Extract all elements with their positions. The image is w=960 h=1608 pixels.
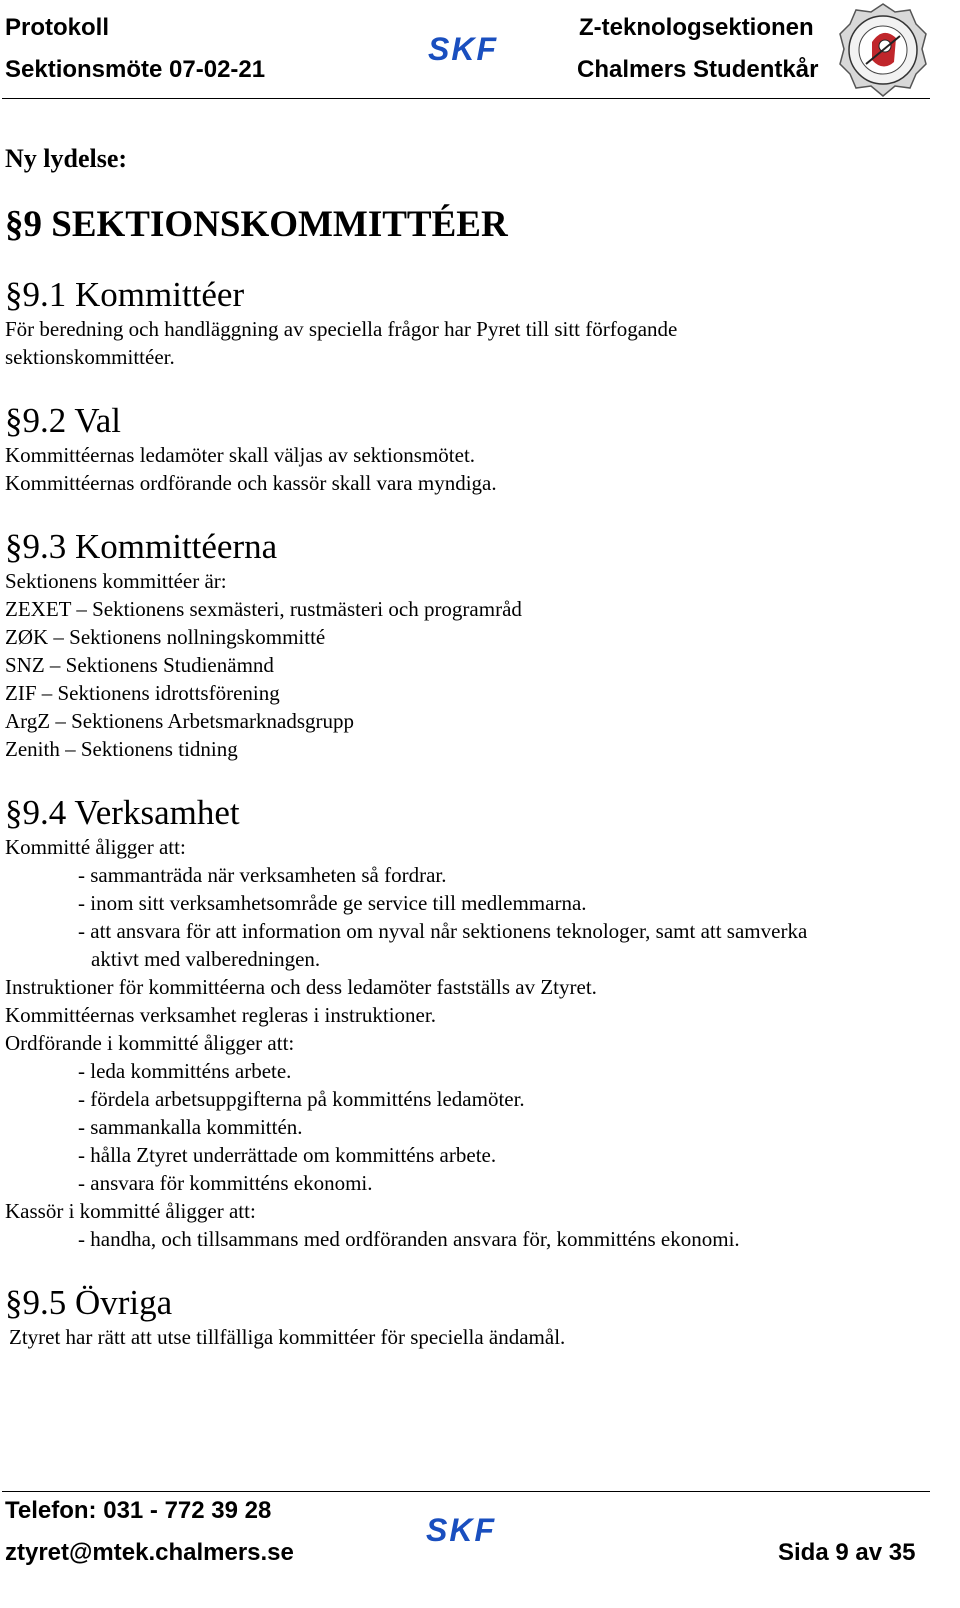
chair-duty-item: - sammankalla kommittén.: [78, 1115, 303, 1139]
duty-item-continued: aktivt med valberedningen.: [91, 947, 321, 971]
committee-list-item: ZØK – Sektionens nollningskommitté: [5, 625, 326, 649]
committee-list-item: SNZ – Sektionens Studienämnd: [5, 653, 274, 677]
chair-duties-intro: Ordförande i kommitté åligger att:: [5, 1031, 295, 1055]
section-9-3-title: §9.3 Kommittéerna: [5, 527, 278, 566]
section-9-5-line: Ztyret har rätt att utse tillfälliga kommittéer för speciella ändamål.: [9, 1325, 566, 1349]
section-9-1-line: sektionskommittéer.: [5, 345, 175, 369]
skf-logo-header: [410, 34, 516, 64]
header-section-name: Z-teknologsektionen: [579, 14, 814, 41]
section-9-2-line: Kommittéernas ordförande och kassör skall vara myndiga.: [5, 471, 497, 495]
footer-email-link[interactable]: ztyret@mtek.chalmers.se: [5, 1539, 294, 1566]
committee-list-item: ZIF – Sektionens idrottsförening: [5, 681, 280, 705]
skf-logo-text: SKF: [428, 34, 498, 64]
section-9-5-title: §9.5 Övriga: [5, 1283, 173, 1322]
committee-list-item: ArgZ – Sektionens Arbetsmarknadsgrupp: [5, 709, 354, 733]
chair-duty-item: - hålla Ztyret underrättade om kommitténs arbete.: [78, 1143, 497, 1167]
committee-list-item: Zenith – Sektionens tidning: [5, 737, 238, 761]
skf-logo-footer: [408, 1515, 514, 1545]
header-meeting-date: Sektionsmöte 07-02-21: [5, 56, 266, 83]
treasurer-duty-item: - handha, och tillsammans med ordföranden ansvara för, kommitténs ekonomi.: [78, 1227, 740, 1251]
chair-duty-item: - ansvara för kommitténs ekonomi.: [78, 1171, 373, 1195]
header-divider: [2, 98, 930, 99]
section-9-2-title: §9.2 Val: [5, 401, 122, 440]
committee-list-item: ZEXET – Sektionens sexmästeri, rustmästeri och programråd: [5, 597, 522, 621]
duty-item: - att ansvara för att information om nyval når sektionens teknologer, samt att samverka: [78, 919, 808, 943]
section-9-2-line: Kommittéernas ledamöter skall väljas av sektionsmötet.: [5, 443, 476, 467]
committee-list-intro: Sektionens kommittéer är:: [5, 569, 227, 593]
skf-logo-text: SKF: [426, 1515, 496, 1545]
section-emblem-icon: [838, 2, 928, 98]
instructions-line: Kommittéernas verksamhet regleras i instruktioner.: [5, 1003, 436, 1027]
section-9-4-title: §9.4 Verksamhet: [5, 793, 240, 832]
duty-item: - inom sitt verksamhetsområde ge service till medlemmarna.: [78, 891, 587, 915]
chapter-title: §9 SEKTIONSKOMMITTÉER: [5, 204, 508, 245]
section-9-1-title: §9.1 Kommittéer: [5, 275, 245, 314]
chair-duty-item: - fördela arbetsuppgifterna på kommitténs ledamöter.: [78, 1087, 525, 1111]
footer-page-number: Sida 9 av 35: [778, 1539, 916, 1566]
section-9-1-line: För beredning och handläggning av speciella frågor har Pyret till sitt förfogande: [5, 317, 678, 341]
footer-divider: [2, 1491, 930, 1492]
footer-phone: Telefon: 031 - 772 39 28: [5, 1497, 272, 1524]
chair-duty-item: - leda kommitténs arbete.: [78, 1059, 292, 1083]
duties-intro: Kommitté åligger att:: [5, 835, 186, 859]
new-wording-label: Ny lydelse:: [5, 144, 128, 173]
header-union-name: Chalmers Studentkår: [577, 56, 819, 83]
header-doc-type: Protokoll: [5, 14, 110, 41]
instructions-line: Instruktioner för kommittéerna och dess ledamöter fastställs av Ztyret.: [5, 975, 597, 999]
duty-item: - sammanträda när verksamheten så fordrar.: [78, 863, 447, 887]
treasurer-duties-intro: Kassör i kommitté åligger att:: [5, 1199, 256, 1223]
